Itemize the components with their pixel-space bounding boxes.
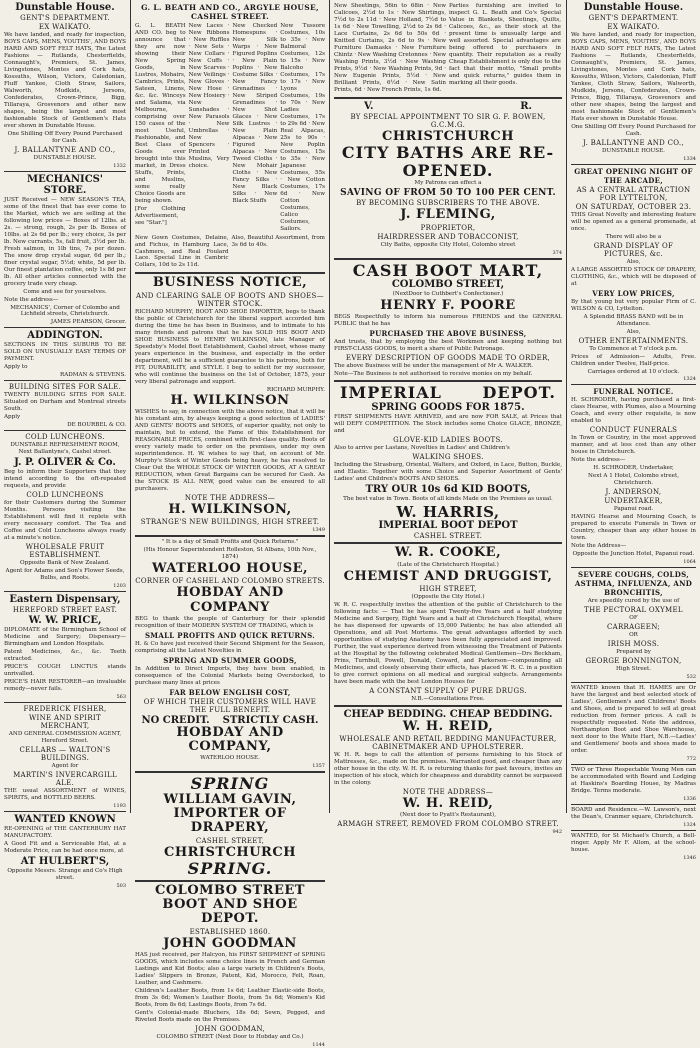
anderson-text: HAVING Hearse and Mourning Coach, is prepared to execute Funerals in Town or Country, cheaper than any other house in town. [571,514,696,542]
baths-christchurch: CHRISTCHURCH [382,128,514,144]
anderson-note: Note the Address— [571,543,627,550]
beath-columns-2 [135,234,325,271]
cooke-drugs: A CONSTANT SUPPLY OF PURE DRUGS. [369,686,527,695]
mechanics-text: JUST Received — NEW SEASON'S TEA, some of the finest that has ever come to the Market, which we are selling at the following low prices — Boxes of 12lbs. at 2s. — strong, rough, 2s per lb. Boxes of 10lbs. at 2s 6d per lb.; very choice, 3s per lb. New currants, 5s, fall fruit, 3½d per lb. Fresh salmon, in 1lb tins, 7s per dozen. The snow drop crystal sugar, 6d per lb.; finer crystal sugar, 5½d; white, 5d per lb. Our finest plantation coffee, only 1s 8d per lb. All other articles connected with the grocery trade very cheap. [4,196,126,287]
baths-subscribers: BY BECOMING SUBSCRIBERS TO THE ABOVE. [356,199,540,208]
cash-boot-colombo: COLOMBO STREET, [391,279,505,291]
building-sites-title: BUILDING SITES FOR SALE. [8,383,122,392]
fisher-cellars: CELLARS — WALTON'S BUILDINGS. [19,745,111,762]
baths-patrons: My Patrons can effect a [414,180,482,187]
imperial-text-3: Including the Strasburg, Oriental, Walters, and Oxford, in Lace, Button, Buckle, and Elastic. Together with some Choice and Superior Assortment of Gents' Ladies' and Children's BOOTS AND SHOES. [334,461,562,482]
arcade-low-prices: VERY LOW PRICES, [592,288,675,298]
established: ESTABLISHED 1860. [189,927,271,936]
gavin-cashel: CASHEL STREET, [195,836,265,845]
hat-fit-text: A Good Fit and a Serviceable Hat, at a Moderate Price, can be had once more, at [4,840,126,854]
mechanics-come: Come and see for yourselves. [23,288,107,295]
ad-number: 1332 [113,162,126,169]
hobday-quote: " It is a day of Small Profits and Quick Returns." [161,538,299,545]
beath-list-laces: New Laces · New Ribbons · New Ruffles · New Sets · New Collars · New Cuffs · New Scarves · New Veilings · New Gloves · New Hose · New Hosiery · New Sunshades · New Parasols · New Umbrellas · New Spencers · Printed Muslins, Very choice. [188,23,230,169]
goodman-bluchers: Gent's Colonial-made Bluchers, 18s 6d; Sewn, Pegged, and Riveted Boots made on the Premises. [135,1009,325,1023]
ballantyne-address: DUNSTABLE HOUSE. [33,154,97,161]
hobday-title-2: HOBDAY AND COMPANY, [176,724,284,755]
reid-name-2: W. H. REID, [402,795,494,811]
ad-number: 1324 [683,376,696,383]
anderson-address: Opposite the Junction Hotel, Papanui road. [572,551,695,558]
schroder-address: Next A 1 Hotel, Colombo street, Christchurch. [588,473,679,487]
poore-name: HENRY F. POORE [380,298,516,314]
poore-text: BEGS Respectfully to inform his numerous FRIENDS and the GENERAL PUBLIC that he has [334,314,562,328]
wilkinson-text: WISHES to say, in connection with the above notice, that it will be his constant aim, by always keeping a good selection of LADIES' AND GENTS' BOOTS and SHOES, of superior quality, not only to maintain, but to extend, the Fame of this Establishment for REASONABLE PRICES, combined with first-class quality. Boots of every variety made to order on the premises, under my own superintendence. H. W. wishes to say that, on account of Mr. Murphy's Stock of Winter Goods being heavy, he has resolved to Clear Out the WHOLE STOCK OF WINTER GOODS, AT A GREAT REDUCTION, when Great Bargains can be secured for Cash. As the STOCK IS ALL NEW, good value can be ensured to all purchasers. [135,408,325,492]
arcade-band: A Splendid BRASS BAND will be in Attendance. [583,313,684,327]
cooke-chemist: CHEMIST AND DRUGGIST, [343,568,553,584]
seed-agent: Agent for Adams and Son's Flower Seeds, Bulbs, and Roots. [5,568,125,582]
hobday-text-1: BEG to thank the people of Canterbury for their splendid recognition of their MODERN SYSTEM OF TRADING, which is [135,615,325,629]
dunstable-discount: One Shilling Off Every Pound Purchased for Cash. [7,130,123,144]
goodman-name: JOHN GOODMAN [163,935,297,951]
imperial-best: The best value in Town. Boots of all kinds Made on the Premises as usual. [343,495,553,502]
fisher-wine: WINE AND SPIRIT MERCHANT, [29,713,101,730]
wilkinson-name: H. WILKINSON, [168,501,292,517]
addington-apply: Apply to [4,364,28,371]
cooke-late: (Late of the Christchurch Hospital.) [397,561,499,568]
gents-dept-right: GENT'S DEPARTMENT. [588,14,679,22]
boot-depot-title: BOOT AND SHOE DEPOT. [162,896,298,927]
dunstable-text-right: We have landed, and ready for inspection, BOYS CAPS, MENS, YOUTHS', AND BOYS HARD AND SOFT FELT HATS, The Latest Fashions — Rutlands, Chesterfields, Connaught's, Premiers, St. James, Livingstones, Montes and Cork hats, Kossuths, Wilson, Victors, Caledonian, Fluff Yankee, Cloth Straw, Sailors, Walworth, Mudkids, Jersons, Confederates, Crown-Prince, Bigg, Tillaraya, Grosvenors and other new shapes, being the largest and most fashionable Stock of Gentlemen's Hats ever shown in Dunstable House. [571,32,696,122]
hobday-title: HOBDAY AND COMPANY [176,585,284,615]
harris-depot: IMPERIAL BOOT DEPOT [378,520,518,532]
gavin-name: WILLIAM GAVIN, [163,791,297,807]
arcade-also: Also, [626,258,641,265]
fisher-commission: AND GENERAL COMMISSION AGENT, Hereford Street. [8,730,122,744]
harris-address: CASHEL STREET. [413,532,483,541]
building-sites-agent: DE BOURBEL & CO. [67,422,126,429]
arcade-there: There will also be a [605,233,662,240]
building-sites-apply: Apply [4,414,21,421]
coughs-cured: Are speedily cured by the use of [587,598,680,605]
ad-number: 1193 [113,802,126,809]
cooke-consult: N.B.—Consultations Free. [411,695,485,702]
cipher-v: V. [364,100,374,112]
beath-clothing-note: [For Clothing Advertisement, see "Star."] [135,205,186,226]
poore-purchased: PURCHASED THE ABOVE BUSINESS, [369,329,527,339]
eastern-dispensary-title: Eastern Dispensary, [9,594,121,606]
wilkinson-title: H. WILKINSON [170,392,290,408]
cipher-r: R. [520,100,532,112]
funeral-conduct: CONDUCT FUNERALS [589,426,678,435]
wholesale-fruit: WHOLESALE FRUIT ESTABLISHMENT. [25,543,105,560]
imperial-title: IMPERIAL [340,383,442,403]
oliver-text: Beg to inform their Supporters that they intend according to the oft-repeated requests, and provide [4,469,126,490]
addington-agent: RADMAN & STEVENS. [59,372,126,379]
arcade-text: THIS Great Novelty and interesting feature will be opened as a general promenade, at once. [571,211,696,232]
cooke-high-street: HIGH STREET, [419,584,477,593]
imperial-glove-kid: GLOVE-KID LADIES BOOTS. [393,435,503,444]
dunstable-title: Dunstable House. [15,2,115,13]
mechanics-grocer: JAMES PEARSON, Grocer. [50,319,126,326]
coughs-prepared: Prepared by [616,649,651,656]
spring-banner: SPRING [190,774,270,794]
arcade-entertainments: OTHER ENTERTAINMENTS. [578,336,689,345]
column-center-left [131,0,329,1048]
ballantyne-address-right: DUNSTABLE HOUSE. [602,147,665,154]
murphy-signature: RICHARD MURPHY. [266,386,325,393]
imperial-walking: WALKING SHOES. [412,452,484,461]
appointment: BY SPECIAL APPOINTMENT TO SIR G. F. BOWEN, G.C.M.G. [350,112,546,129]
baths-saving: SAVING OF FROM 50 TO 100 PER CENT. [340,188,556,199]
arcade-stock: A LARGE ASSORTED STOCK OF DRAPERY, CLOTHING, &c., which will be disposed of at [571,266,696,287]
cold-luncheons-sub: COLD LUNCHEONS [26,491,104,500]
arcade-commence: To Commence at 7 o'clock p.m. [589,345,678,352]
fisher-martins: MARTIN'S INVERCARGILL ALE. [13,770,117,787]
reid-address: (Next door to Pyatt's Restaurant), [399,812,497,819]
murphy-text: RICHARD MURPHY, BOOT AND SHOE IMPORTER, begs to thank the public of Christchurch for the liberal support accorded him during the time he has been in Business, and to intimate to his many friends and patrons that he has SOLD HIS BOOT AND SHOE BUSINESS to HENRY WILKINSON, late Manager of Speedsby's Model Boot Establishment, Cashel street, whose many years experience in the business, and especially in the order department, will be a sufficient guarantee to his patrons, both for FIT, DURABILITY, and STYLE. I beg to solicit for my successor, who will continue the business on the 1st of October, 1875, your very liberal patronage and support. [135,308,325,385]
strictly-cash: STRICTLY CASH. [222,714,319,726]
wanted-known-title: WANTED KNOWN [14,813,116,825]
harris-name: W. HARRIS, [396,502,500,521]
waterloo-title: WATERLOO HOUSE, [151,560,309,576]
building-sites-text: TWENTY BUILDING SITES FOR SALE. Situated on Durham and Montreal streets South. [4,392,126,413]
arcade-title: GREAT OPENING NIGHT OF THE ARCADE, [574,166,693,185]
anderson-name: J. ANDERSON, [605,488,662,497]
dunstable-discount-right: One Shilling Off Every Pound Purchased for Cash. [571,123,696,137]
price-hair: PRICE'S HAIR RESTORER—an invaluable remedy—never fails. [4,679,126,692]
hobday-text-4: OF WHICH THEIR CUSTOMERS WILL HAVE THE FULL BENEFIT. [143,697,317,714]
arcade-prices: Prices of Admission— Adults, Free. Children under Twelve, Half-price. [571,353,696,367]
eastern-dispensary-sub: HEREFORD STREET EAST. [12,606,118,615]
ex-waikato-right: EX WAIKATO. [607,23,660,31]
funeral-note: Note the address— [571,457,626,464]
bonnington-address: High Street. [615,666,652,673]
wanted-hames: WANTED known that H. HAMES are Or have the largest and best selected stock of Ladies', Gentlemen's and Childrens' Boots and Shoes, and is prepared to sell at great reduction from former prices. A call is respectfully requested. Note the address, Northampton Boot and Shoe Warehouse, next door to the White Hart, N.B.—Ladies' and Gentlemens' boots and shoes made to order. [571,685,696,754]
reid-text: W. H. R. begs to call the attention of persons furnishing to his Stock of Mattresses, &c., made on the premises. Warranted good, and cheaper than any other house in the city. W. H. R. is returning thanks for past favours, invites an inspection of his stock, which for cheapness and durability cannot be surpassed in the colony. [334,751,562,786]
dunstable-text: We have landed, and ready for inspection, BOYS CAPS, MENS, YOUTHS', AND BOYS HARD AND SOFT FELT HATS, The Latest Fashions — Rutlands, Chesterfields, Connaught's, Premiers, St. James, Livingstones, Montes and Cork hats, Kossuths, Wilson, Victors, Caledonian, Fluff Yankee, Cloth Straw, Sailors, Walworth, Mudkids, Jersons, Confederates, Crown-Prince, Bigg, Tillaraya, Grosvenors and other new shapes, being the largest and most fashionable Stock of Gentlemen's Hats ever shown in Dunstable House. [4,32,126,129]
ad-number: 1324 [683,821,696,828]
royal-cipher [334,101,562,112]
ad-number: 772 [686,755,696,762]
gavin-christchurch: CHRISTCHURCH [164,844,296,860]
arcade-also-2: Also, [626,328,641,335]
ad-number: 1334 [683,155,696,162]
cash-boot-title: CASH BOOT MART, [352,260,544,280]
ad-number: 503 [116,882,126,889]
spring-banner-2: SPRING. [187,859,273,879]
fisher-name: FREDERICK FISHER, [23,704,107,713]
fleming-proprietor: PROPRIETOR, [420,223,476,232]
poore-every: EVERY DESCRIPTION OF GOODS MADE TO ORDER, [345,354,551,363]
ex-waikato: EX WAIKATO. [38,23,92,31]
ad-number: 1349 [312,526,325,533]
beath-header: G. L. BEATH AND CO., ARGYLE HOUSE, CASHEL STREET. [141,3,319,21]
fleming-address: City Baths, opposite City Hotel, Colombo street [380,241,516,248]
goodman-address: COLOMBO STREET (Next Door to Hobday and Co.) [156,1033,304,1040]
wilkinson-note: NOTE THE ADDRESS— [184,493,276,502]
goodman-prices: Children's Leather Boots, from 1s 6d; Leather Elastic-side Boots, from 3s 6d; Women's Leather Boots, from 5s 6d; Women's Kid Boots, from 8s 6d; Lastings Boots, from 7s 6d. [135,987,325,1008]
wilkinson-address: STRANGE'S NEW BUILDINGS, HIGH STREET. [140,517,320,526]
addington-text: SECTIONS IN THIS SUBURB TO BE SOLD ON UNUSUALLY EASY TERMS OF PAYMENT. [4,342,126,363]
reid-name: W. H. REID, [402,718,494,734]
beath-delaine: New Gown Costumes, Delaine, and Fichus, in Hamburg Lace, Cashmere, and Real Foulard Lace. Special Line in Cambric Collars, 10d to 2s 11d. [135,234,229,269]
anderson-undertaker: UNDERTAKER, [604,497,663,506]
coughs-of: OF [629,615,638,622]
ballantyne-name: J. BALLANTYNE AND CO., [14,145,116,154]
ad-number: 1336 [683,795,696,802]
mechanics-note: Note the address— [4,296,59,303]
gents-dept: GENT'S DEPARTMENT. [20,14,110,22]
beath-furnishing: Parties furnishing are invited to inspect G. L. Beath and Co's Special Value in Blankets, Sheetings, Quilts, Calicoes, &c., as their stock at the present time is unusually large and well assorted. Special advantages are being offered to purchasers in quantity. Their reputation as a really Cheap Establishment is only due to the fact that their motto, "Small profits and quick returns," guides them in marking all their goods. [449,3,561,86]
oliver-text-2: for their Customers during the Summer Months. Persons visiting the Establishment will find it replete with every necessary comfort. The Tea and Coffee and Cold Luncheons always ready at a minute's notice. [4,500,126,542]
hobday-address: WATERLOO HOUSE. [200,755,260,762]
cash-boot-nextdoor: (NextDoor to Cuthbert's Confectioner.) [392,291,504,298]
wanted-bellringer: WANTED, for St Michael's Church, a Bell-ringer. Apply Mr F. Allom, at the school-house. [571,832,696,853]
addington-title: ADDINGTON. [27,330,103,342]
bonnington-name: GEORGE BONNINGTON, [585,657,682,666]
coughs-title: SEVERE COUGHS, COLDS, ASTHMA, INFLUENZA, AND BRONCHITIS, [574,570,693,598]
mechanics-title: MECHANICS' STORE. [27,173,103,196]
ad-number: 1203 [113,583,126,590]
coughs-carrageen: CARRAGEEN; [606,623,661,632]
beath-list-homespuns: New Checked Homespuns · New Silk Warps · New Figured Poplins · New Plain Poplins · New Costume Silks · New Fancy Grenadines · New Striped Grenadines · New Shot Glaces · New Silk Lustres · New Plain Alpacas · New Figured Alpacas · New Tweed Cloths · New Mohair Cloths · New Fancy Silks · New Black Silks · New Black Stuffs [232,23,278,204]
column-left [0,0,130,889]
hulberts-name: AT HULBERT'S, [20,855,110,867]
schroder-name: H. SCHRODER, Undertaker, [593,465,674,472]
imperial-header [334,384,562,402]
poore-walker-note: Note—The Business is not authorised to receive monies on my behalf. [334,371,533,378]
city-baths-title: CITY BATHS ARE RE-OPENED. [341,143,555,180]
funeral-text-2: In Town or Country, in the most approved manner, and at less cost than any other house in Christchurch. [571,435,696,456]
hulberts-address: Opposite Messrs. Strange and Co's High street. [7,867,123,881]
fisher-agent: Agent for [51,762,79,769]
cooke-text: W. R. C. respectfully invites the attention of the public of Christchurch to the following facts: — That he has spent Twenty-five Years and a half studying Medicine and Surgery, Eight Years and a half at Christchurch Hospital, where he has dispensed for upwards of 15,000 Patients; he has also attended all Operations, and all Post Mortems. The great advantages afforded by such opportunities of studying Anatomy have been fully appreciated and improved. Further, the vast experience derived from witnessing the Treatment of Patients at the Hospital by the following celebrated Medical Gentlemen—Drs Beckham, Prins, Turnbull, Powell, Donald, Coward, and Parkerson—compounding all Medicines, and closely observing their effects, has placed W. R. C. in a position to give correct opinions on all medical and surgical subjects. Arrangements have been made with the best London Houses for [334,601,562,685]
price-text: DIPLOMATE of the Birmingham School of Medicine and Surgery; Dispensary—Birmingham and London Hospitals. [4,627,126,648]
wanted-board: BOARD and Residence.—W. Lawson's, next the Dean's, Cranmer square, Christchurch. [571,806,696,820]
fisher-text: THE usual ASSORTMENT of WINES, SPIRITS, and BOTTLED BEERS. [4,787,126,801]
imperial-try: TRY OUR 10s 6d KID BOOTS, [365,483,531,495]
beath-assortment: Also, Beautiful Assortment, from 3s 6d to 40s. [231,234,325,248]
arcade-pictures: GRAND DISPLAY OF PICTURES, &c. [593,241,674,258]
ad-number: 1346 [683,854,696,861]
arcade-date: ON SATURDAY, OCTOBER 23. [575,202,692,211]
wanted-lodging: TWO or Three Respectable Young Men can be accommodated with Board and Lodging at Haskins's Boarding House, by Madras Bridge. Terms moderate. [571,766,696,794]
ad-number: 374 [552,249,562,256]
coughs-pectoral: THE PECTORAL OXYMEL [584,606,683,615]
column-right [567,0,700,861]
hobday-text-2: H. & Co have just received their Second Shipment for the Season, comprising all the Latest Novelties in [135,640,325,654]
column-center-right [330,0,566,836]
fleming-name: J. FLEMING, [400,207,496,223]
ad-number: 1144 [312,1041,325,1048]
goodman-text: HAS just received, per Halcyon, his FIRST SHIPMENT of SPRING GOODS, which includes some choice lines in French and German Lastings and Kid Boots; also a large variety in Children's Boots, Ladies' Slippers in Bronze, Patent, Kid, Morocco, Felt, Roan, Leather, and Cashmere. [135,951,325,986]
ad-number: 1357 [312,763,325,770]
arcade-central: AS A CENTRAL ATTRACTION FOR LYTTELTON, [576,185,691,202]
ad-number: 532 [686,674,696,681]
dunstable-title-right: Dunstable House. [583,2,684,13]
colombo-title: COLOMBO STREET [155,882,305,898]
imperial-text: FIRST SHIPMENTS HAVE ARRIVED, and are now FOR SALE, at Prices that will DEFY COMPETITION. The Stock includes some Choice GLACE, BRONZE, and [334,413,562,434]
ad-number: 942 [552,829,562,836]
beath-columns-3 [334,2,562,95]
mechanics-address: MECHANICS', Corner of Colombo and Lichfield streets, Christchurch. [10,304,120,318]
imperial-spring: SPRING GOODS FOR 1875. [371,401,525,413]
opposite-bank: Opposite Bank of New Zealand. [20,560,110,567]
poore-walker: The above Business will be under the management of Mr A. WALKER. [334,363,534,370]
beath-columns [135,22,325,234]
cold-luncheons-title: COLD LUNCHEONS. [25,433,105,442]
ad-number: 1064 [683,559,696,566]
beath-list-costumes: New Tussore Costumes, 10s to 35s · New Balmoral Costumes, 12s to 15s · New Balcoho Costumes, 17s to 17s · New Lyons Costumes, 19s to 70s · New Ladies Costumes, 17s to 29s 6d · New Real Alpacas, 25s to 90s · New Poplin Costumes, 15s to 35s · New Japanese Costumes, 55s · New Cotton Costumes, 17s 6d · New Cotton Costumes, Calico Costumes, Sailors. [280,23,326,232]
reid-armagh: ARMAGH STREET, REMOVED FROM COLOMBO STREET. [337,820,559,829]
price-cough: PRICE'S COUGH LINCTUS stands unrivalled. [4,664,126,678]
business-notice-title: BUSINESS NOTICE, [152,275,308,291]
cooke-name: W. R. COOKE, [394,545,502,561]
anderson-papanui: Papanui road. [613,506,654,513]
beath-intro: G. L. BEATH AND CO. beg to announce that they are now showing their New Spring Goods, in Lustres, Mohairs, Cambrics, Prints, Sateen, Linens, &c. &c. Winceys and Salama, via Melbourne, comprising over 150 cases of the most Useful, Fashionable, and Best Class of Goods ever brought into this market, in Dress Stuffs, Prints, and Muslins, some really Choice Goods are being shown. [135,23,186,204]
ballantyne-name-right: J. BALLANTYNE AND CO., [583,138,684,147]
hat-factory-text: RE-OPENING of THE CANTERBURY HAT MANUFACTORY. [4,825,126,839]
reid-note: NOTE THE ADDRESS— [402,787,494,796]
price-patent: Patent Medicines, &c., &c. Teeth extracted. [4,649,126,663]
no-credit: NO CREDIT. [141,714,210,726]
ad-number: 563 [116,693,126,700]
oliver-name: J. P. OLIVER & Co. [14,457,116,469]
imperial-text-2: Also to arrive per Lastans, Novelties in Ladies' and Children's [334,444,510,451]
funeral-title: FUNERAL NOTICE. [593,387,674,397]
funeral-text: H. SCHRODER, having purchased a first-class Hearse, with Plumes, also a Mourning Coach, and every other requisite, is now enabled to [571,397,696,425]
waterloo-address: CORNER OF CASHEL AND COLOMBO STREETS. [135,577,325,586]
coughs-or: OR [629,632,638,639]
reid-wholesale: WHOLESALE AND RETAIL BEDDING MANUFACTURER, CABINETMAKER AND UPHOLSTERER. [339,734,557,751]
cheap-bedding: CHEAP BEDDING. CHEAP BEDDING. [343,708,553,720]
fleming-hairdresser: HAIRDRESSER AND TOBACCONIST, [377,232,519,241]
hobday-quote-source: (His Honour Superintendent Rolleston, St Albans, 10th Nov., 1874) [143,546,317,560]
spring-summer: SPRING AND SUMMER GOODS, [163,655,297,665]
dunstable-refreshment: DUNSTABLE REFRESHMENT ROOM, Next Ballantyne's, Cashel street. [10,442,120,456]
goodman-name-2: JOHN GOODMAN, [195,1024,265,1033]
coughs-irish-moss: IRISH MOSS. [607,640,660,649]
arcade-wilson: By that young but very popular Firm of C. WILSON & CO, Lyttelton. [571,298,696,312]
beath-list-sheetings: New Sheetings, 56in to 68in · New Calicoes, 2½d to 1s · New Shirtings, 7½d to 2s 11d · New Holland, 7½d to 1s 6d · New Towelling, 2½d to 2s 6d · Lace Curtains, 2s 6d to 50s 6d · Knitted Curtains, 2s 6d to 9s · New Furniture Damasks · New Furniture Chintz · New Washing Cretonnes · New Washing Prints, 3½d · New Washing Prints, 9½d · New Washing Prints, 9d · New Eugenie Prints, 5½d · New Brilliant Prints, 6½d · New Satin Prints, 6d · New French Prints, 1s 6d. [334,3,446,93]
cooke-opposite: (Opposite the City Hotel.) [411,593,485,600]
small-profits: SMALL PROFITS AND QUICK RETURNS. [144,630,316,640]
arcade-carriages: Carriages ordered at 10 o'clock. [587,368,680,375]
hobday-text-3: In Addition to Direct Imports, they have been enabled, in consequence of the Colonial Markets being Overstocked, to purchase many lines at prices [135,665,325,686]
price-name: W. W. PRICE, [28,615,102,627]
gavin-importer: IMPORTER OF DRAPERY, [173,806,287,836]
poore-text-2: And trusts, that by employing the best Workmen and keeping nothing but FIRST-CLASS GOODS, to merit a share of Public Patronage. [334,339,562,353]
clearing-sale: AND CLEARING SALE OF BOOTS AND SHOES—WINTER STOCK. [136,291,324,308]
imperial-depot: DEPOT. [482,383,556,403]
far-below: FAR BELOW ENGLISH COST, [169,687,291,697]
